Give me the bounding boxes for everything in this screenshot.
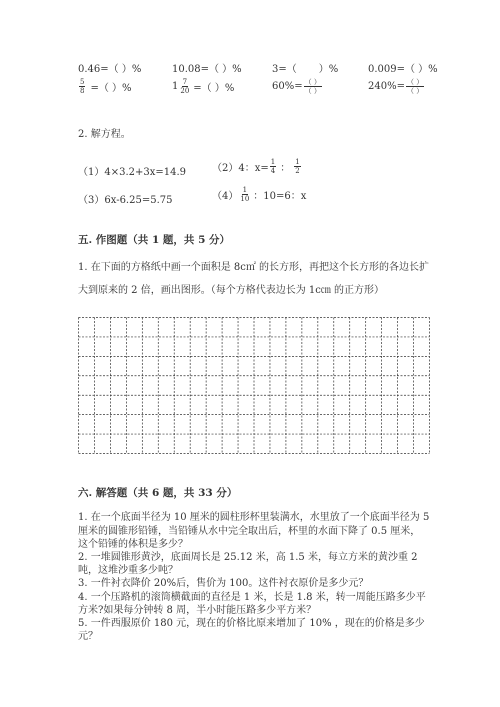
frac-den: 2 bbox=[295, 167, 300, 175]
fraction-5-8 bbox=[79, 78, 85, 95]
question-1-line-1: 1. 在一个底面半径为 10 厘米的圆柱形杯里装满水，水里放了一个底面半径为 5 bbox=[78, 512, 430, 523]
ratio-colon: ： bbox=[280, 163, 291, 174]
section-6-heading: 六. 解答题（共 6 题，共 33 分） bbox=[78, 487, 238, 499]
fraction-item-2 bbox=[172, 78, 234, 95]
frac-num: 1 bbox=[295, 158, 300, 166]
equation-4-prefix: （4） bbox=[212, 191, 239, 202]
percent-item-3-suffix: ）% bbox=[318, 64, 339, 75]
fraction-item-4-prefix: 240%= bbox=[368, 81, 405, 92]
fraction-1-4 bbox=[270, 158, 276, 175]
frac-num: 5 bbox=[80, 78, 85, 86]
fraction-7-20 bbox=[179, 78, 190, 95]
frac-num: （ ） bbox=[406, 78, 424, 86]
fraction-1-10 bbox=[239, 186, 250, 203]
percent-item-3-prefix: 3=（ bbox=[272, 64, 297, 75]
frac-num: 1 bbox=[242, 186, 248, 194]
fraction-item-3-prefix: 60%= bbox=[272, 81, 303, 92]
percent-item-1: 0.46=（ ）% bbox=[78, 64, 142, 75]
question-1-line-3: 这个铅锤的体积是多少？ bbox=[78, 539, 188, 550]
percent-item-2: 10.08=（ ）% bbox=[172, 64, 242, 75]
question-5-line-2: 元？ bbox=[78, 631, 98, 642]
section-5-question-line-2: 大到原来的 2 倍，画出图形。（每个方格代表边长为 1c㎝ 的正方形） bbox=[78, 285, 385, 296]
equation-2 bbox=[212, 158, 302, 175]
section-5-heading: 五. 作图题（共 1 题，共 5 分） bbox=[78, 234, 231, 246]
frac-den: （ ） bbox=[406, 87, 424, 95]
section-title-equations: 2. 解方程。 bbox=[78, 129, 131, 140]
equation-3: （3）6x-6.25=5.75 bbox=[78, 195, 173, 206]
question-3: 3. 一件衬衣降价 20%后，售价为 100。这件衬衣原价是多少元？ bbox=[78, 578, 369, 589]
equation-2-prefix: （2）4：x= bbox=[212, 163, 269, 174]
frac-den: 8 bbox=[80, 87, 85, 95]
mixed-whole: 1 bbox=[172, 81, 179, 92]
frac-den: 20 bbox=[180, 87, 190, 95]
equation-4-tail: ：10=6：x bbox=[253, 191, 307, 202]
fraction-item-1-tail: =（ ）% bbox=[90, 83, 132, 94]
fraction-item-2-tail: =（ ）% bbox=[193, 83, 235, 94]
equation-1: （1）4×3.2+3x=14.9 bbox=[78, 167, 187, 178]
percent-item-3 bbox=[272, 60, 338, 75]
fraction-1-2 bbox=[294, 158, 300, 175]
frac-den: 10 bbox=[240, 195, 250, 203]
question-4-line-1: 4. 一个压路机的滚筒横截面的直径是 1 米，长是 1.8 米，转一周能压路多少平 bbox=[78, 592, 426, 603]
equation-4 bbox=[212, 186, 306, 203]
blank-fraction bbox=[406, 78, 424, 95]
question-1-line-2: 厘米的圆锥形铅锤，当铅锤从水中完全取出后，杯里的水面下降了 0.5 厘米， bbox=[78, 526, 421, 537]
frac-den: （ ） bbox=[304, 87, 321, 95]
square-grid-paper[interactable] bbox=[78, 317, 430, 454]
fraction-item-3 bbox=[272, 78, 323, 95]
question-2-line-2: 吨，这堆沙重多少吨？ bbox=[78, 565, 178, 576]
percent-item-4: 0.009=（ ）% bbox=[368, 64, 438, 75]
question-4-line-2: 方米?如果每分钟转 8 周，半小时能压路多少平方米？ bbox=[78, 605, 317, 616]
frac-num: （ ） bbox=[304, 78, 321, 86]
section-5-question-line-1: 1. 在下面的方格纸中画一个面积是 8c㎡ 的长方形，再把这个长方形的各边长扩 bbox=[78, 262, 430, 273]
fraction-item-4 bbox=[368, 78, 425, 95]
question-5-line-1: 5. 一件西服原价 180 元，现在的价格比原来增加了 10% ，现在的价格是多少 bbox=[78, 618, 425, 629]
frac-num: 7 bbox=[182, 78, 188, 86]
frac-den: 4 bbox=[270, 167, 276, 175]
frac-num: 1 bbox=[270, 158, 276, 166]
fraction-item-1 bbox=[78, 78, 132, 95]
blank-fraction bbox=[304, 78, 322, 95]
question-2-line-1: 2. 一堆圆锥形黄沙，底面周长是 25.12 米，高 1.5 米，每立方米的黄沙重 2 bbox=[78, 552, 418, 563]
